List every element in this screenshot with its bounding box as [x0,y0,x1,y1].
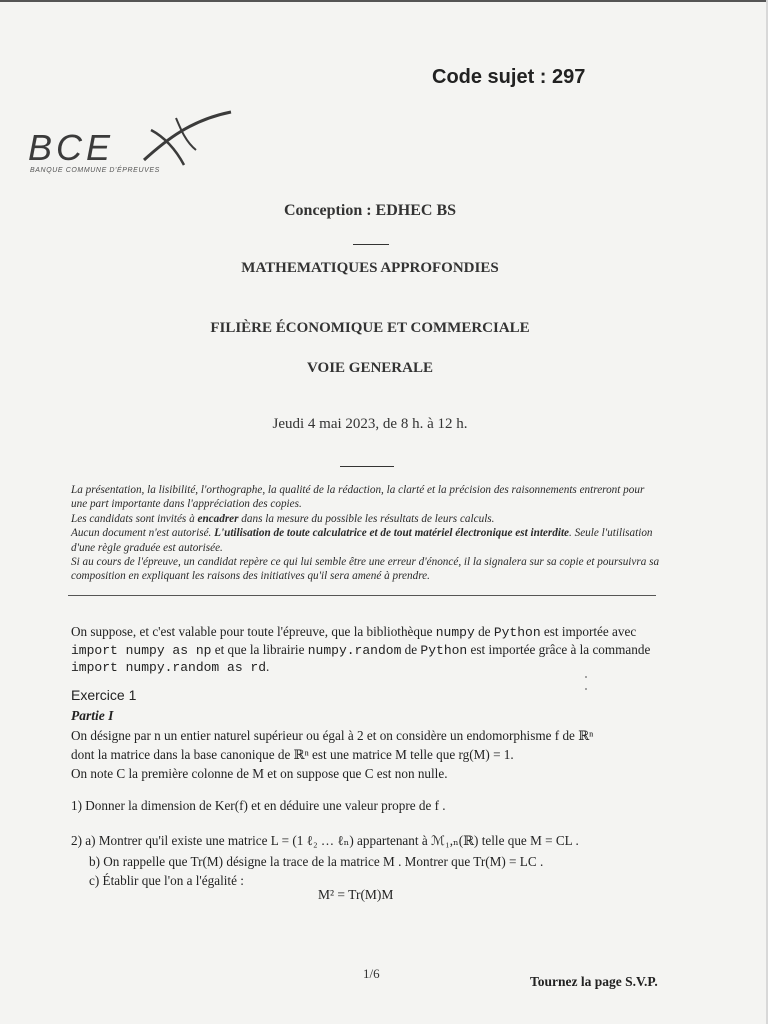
matiere-title: MATHEMATIQUES APPROFONDIES [241,260,499,276]
conception-title: Conception : EDHEC BS [283,202,457,219]
scan-speck [585,676,587,678]
notice-line: Si au cours de l'épreuve, un candidat repère ce qui lui semble être une erreur d'énoncé, il la signalera sur sa copie et poursuivra sa composition en expliquant les raisons des initiatives qu'il sera amené à prendre. [71,556,660,583]
question-2c: c) Établir que l'on a l'égalité : [89,873,244,888]
question-1: 1) Donner la dimension de Ker(f) et en déduire une valeur propre de f . [71,798,446,813]
notice-underline [68,595,656,596]
notice-line: Aucun document n'est autorisé. L'utilisation de toute calculatrice et de tout matériel électronique est interdite. Seule l'utilisation d'une règle graduée est autorisée. [71,527,653,554]
formula: M² = Tr(M)M [318,887,394,902]
turn-page-note: Tournez la page S.V.P. [530,974,658,989]
logo-subtitle: BANQUE COMMUNE D'ÉPREUVES [30,167,160,174]
filiere-title: FILIÈRE ÉCONOMIQUE ET COMMERCIALE [210,320,530,336]
exam-date: Jeudi 4 mai 2023, de 8 h. à 12 h. [272,416,468,432]
divider [353,244,389,245]
scan-edge-top [0,0,768,2]
exercise-title: Exercice 1 [71,687,137,703]
exercise-statement: On désigne par n un entier naturel supérieur ou égal à 2 et on considère un endomorphisme f de ℝⁿ dont la matrice dans la base canonique de ℝⁿ est une matrice M telle que rg(M) = 1. On note C la première colonne de M et on suppose que C est non nulle. [71,728,594,781]
instructions-notice [71,483,661,584]
part-title: Partie I [71,708,114,723]
question-2b: b) On rappelle que Tr(M) désigne la trace de la matrice M . Montrer que Tr(M) = LC . [89,854,544,869]
question-2a: 2) a) Montrer qu'il existe une matrice L = (1 ℓ₂ … ℓₙ) appartenant à ℳ₁,ₙ(ℝ) telle que M = CL . [71,833,579,848]
svg-text:BCE: BCE [28,127,115,168]
notice-line: Les candidats sont invités à encadrer dans la mesure du possible les résultats de leurs calculs. [71,512,495,525]
page-number: 1/6 [363,966,380,981]
divider [340,466,394,467]
python-intro: On suppose, et c'est valable pour toute l'épreuve, que la bibliothèque numpy de Python est importée avec import numpy as np et que la librairie numpy.random de Python est importée grâce à la commande import numpy.random as rd. [71,624,651,675]
code-sujet: Code sujet : 297 [432,66,586,88]
voie-title: VOIE GENERALE [307,360,433,376]
scan-speck [585,688,587,690]
notice-line: La présentation, la lisibilité, l'orthographe, la qualité de la rédaction, la clarté et la précision des raisonnements entreront pour une part importante dans l'appréciation des copies. [71,484,645,511]
